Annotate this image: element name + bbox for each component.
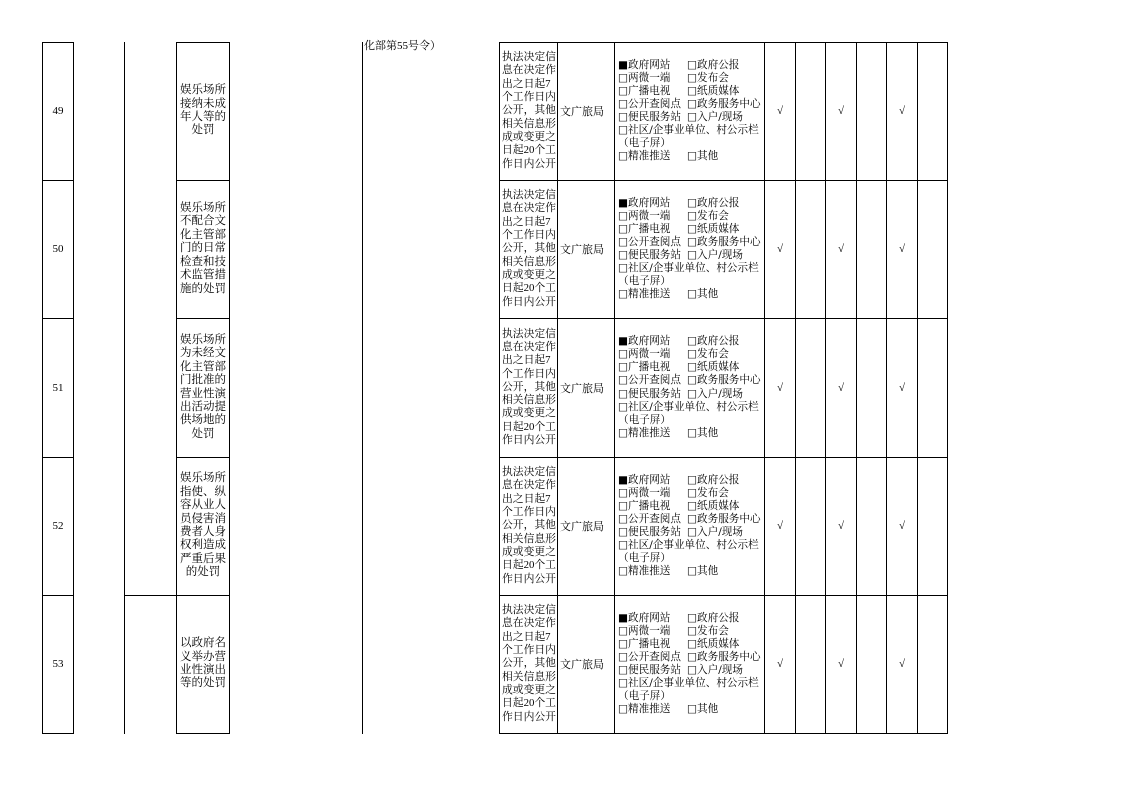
check-mark: √ bbox=[837, 520, 845, 532]
check-mark: √ bbox=[837, 105, 845, 117]
disclosure-time-limit: 执法决定信 息在决定作 出之日起7 个工作日内 公开，其他 相关信息形 成或变更之 日起20个工 作日内公开 bbox=[502, 51, 556, 170]
channel-gov-service-center: □政务服务中心 bbox=[687, 97, 761, 110]
channel-other: □其他 bbox=[687, 565, 719, 578]
channel-other: □其他 bbox=[687, 426, 719, 439]
channel-targeted-push: □精准推送 bbox=[618, 150, 671, 163]
channel-targeted-push: □精准推送 bbox=[618, 288, 671, 301]
channel-gov-service-center: □政务服务中心 bbox=[687, 235, 761, 248]
table-row bbox=[0, 42, 1122, 180]
channel-print-media: □纸质媒体 bbox=[687, 637, 740, 650]
empty-cell bbox=[857, 42, 886, 180]
channel-press-conference: □发布会 bbox=[687, 624, 729, 637]
row-number: 52 bbox=[52, 520, 64, 532]
channel-gov-website: ■政府网站 bbox=[618, 196, 671, 209]
penalty-item-name: 娱乐场所 为未经文 化主管部 门批准的 营业性演 出活动提 供场地的 处罚 bbox=[180, 333, 226, 440]
channel-gov-gazette: □政府公报 bbox=[687, 58, 740, 71]
check-mark: √ bbox=[776, 381, 784, 394]
channel-print-media: □纸质媒体 bbox=[687, 361, 740, 374]
empty-cell bbox=[857, 595, 886, 733]
check-mark: √ bbox=[776, 658, 784, 670]
empty-cell bbox=[857, 318, 886, 457]
channel-convenience-station: □便民服务站 bbox=[618, 664, 681, 676]
channel-public-reading-point: □公开查阅点 bbox=[618, 650, 681, 663]
channel-community-bulletin-board: □社区/企事业单位、村公示栏 （电子屏） bbox=[618, 539, 759, 565]
channel-other: □其他 bbox=[687, 150, 719, 163]
row-number: 53 bbox=[52, 658, 64, 670]
empty-cell bbox=[918, 42, 947, 180]
channel-convenience-station: □便民服务站 bbox=[618, 387, 681, 400]
check-mark: √ bbox=[837, 381, 845, 394]
channel-public-reading-point: □公开查阅点 bbox=[618, 512, 681, 525]
channel-public-reading-point: □公开查阅点 bbox=[618, 97, 681, 110]
disclosure-channels bbox=[615, 457, 764, 595]
channel-community-bulletin-board: □社区/企事业单位、村公示栏 （电子屏） bbox=[618, 262, 759, 288]
check-mark: √ bbox=[898, 520, 906, 532]
channel-radio-tv: □广播电视 bbox=[618, 222, 671, 235]
channel-gov-gazette: □政府公报 bbox=[687, 473, 740, 486]
disclosure-channels bbox=[615, 42, 764, 180]
row-number: 51 bbox=[52, 381, 64, 394]
channel-door-to-door-onsite: □入户/现场 bbox=[687, 387, 743, 400]
channel-options bbox=[618, 59, 764, 164]
channel-gov-website: ■政府网站 bbox=[618, 335, 671, 348]
channel-targeted-push: □精准推送 bbox=[618, 703, 671, 716]
check-mark: √ bbox=[837, 243, 845, 255]
channel-convenience-station: □便民服务站 bbox=[618, 111, 681, 123]
channel-print-media: □纸质媒体 bbox=[687, 499, 740, 512]
channel-convenience-station: □便民服务站 bbox=[618, 526, 681, 538]
channel-public-reading-point: □公开查阅点 bbox=[618, 374, 681, 387]
check-mark: √ bbox=[776, 243, 784, 255]
channel-gov-website: ■政府网站 bbox=[618, 611, 671, 624]
check-mark: √ bbox=[898, 105, 906, 117]
table-row bbox=[0, 180, 1122, 318]
penalty-item-name: 娱乐场所 接纳未成 年人等的 处罚 bbox=[180, 84, 226, 137]
channel-two-micro-one-end: □两微一端 bbox=[618, 348, 671, 361]
channel-options bbox=[618, 335, 764, 440]
channel-press-conference: □发布会 bbox=[687, 71, 729, 84]
check-mark: √ bbox=[776, 520, 784, 532]
channel-two-micro-one-end: □两微一端 bbox=[618, 209, 671, 222]
channel-gov-service-center: □政务服务中心 bbox=[687, 512, 761, 525]
channel-print-media: □纸质媒体 bbox=[687, 84, 740, 97]
disclosure-subject: 文广旅局 bbox=[560, 382, 604, 395]
penalty-item-name: 娱乐场所 不配合文 化主管部 门的日常 检查和技 术监管措 施的处罚 bbox=[180, 202, 226, 295]
channel-options bbox=[618, 197, 764, 302]
legal-basis-fragment: 化部第55号令） bbox=[364, 40, 441, 52]
channel-targeted-push: □精准推送 bbox=[618, 565, 671, 578]
channel-community-bulletin-board: □社区/企事业单位、村公示栏 （电子屏） bbox=[618, 124, 759, 150]
channel-other: □其他 bbox=[687, 288, 719, 301]
channel-convenience-station: □便民服务站 bbox=[618, 249, 681, 261]
channel-door-to-door-onsite: □入户/现场 bbox=[687, 111, 743, 123]
channel-other: □其他 bbox=[687, 703, 719, 716]
channel-door-to-door-onsite: □入户/现场 bbox=[687, 526, 743, 538]
disclosure-channels bbox=[615, 180, 764, 318]
channel-press-conference: □发布会 bbox=[687, 209, 729, 222]
disclosure-time-limit: 执法决定信 息在决定作 出之日起7 个工作日内 公开，其他 相关信息形 成或变更之 日起20个工 作日内公开 bbox=[502, 604, 556, 723]
channel-press-conference: □发布会 bbox=[687, 348, 729, 361]
disclosure-subject: 文广旅局 bbox=[560, 244, 604, 256]
channel-gov-website: ■政府网站 bbox=[618, 58, 671, 71]
empty-cell bbox=[796, 180, 825, 318]
channel-options bbox=[618, 474, 764, 579]
disclosure-time-limit: 执法决定信 息在决定作 出之日起7 个工作日内 公开，其他 相关信息形 成或变更之 日起20个工 作日内公开 bbox=[502, 327, 556, 447]
row-number: 50 bbox=[52, 243, 64, 255]
channel-gov-gazette: □政府公报 bbox=[687, 196, 740, 209]
row-number: 49 bbox=[52, 105, 64, 117]
channel-door-to-door-onsite: □入户/现场 bbox=[687, 249, 743, 261]
empty-cell bbox=[857, 180, 886, 318]
penalty-item-name: 娱乐场所 指使、纵 容从业人 员侵害消 费者人身 权利造成 严重后果 的处罚 bbox=[180, 472, 226, 579]
channel-gov-gazette: □政府公报 bbox=[687, 611, 740, 624]
check-mark: √ bbox=[898, 658, 906, 670]
penalty-item-name: 以政府名 义举办营 业性演出 等的处罚 bbox=[180, 637, 226, 690]
disclosure-subject: 文广旅局 bbox=[560, 659, 604, 671]
channel-gov-service-center: □政务服务中心 bbox=[687, 374, 761, 387]
empty-cell bbox=[796, 595, 825, 733]
check-mark: √ bbox=[837, 658, 845, 670]
channel-two-micro-one-end: □两微一端 bbox=[618, 71, 671, 84]
channel-radio-tv: □广播电视 bbox=[618, 84, 671, 97]
empty-cell bbox=[796, 457, 825, 595]
channel-two-micro-one-end: □两微一端 bbox=[618, 624, 671, 637]
channel-radio-tv: □广播电视 bbox=[618, 499, 671, 512]
channel-options bbox=[618, 612, 764, 717]
channel-print-media: □纸质媒体 bbox=[687, 222, 740, 235]
table-row bbox=[0, 318, 1122, 457]
disclosure-subject: 文广旅局 bbox=[560, 521, 604, 533]
check-mark: √ bbox=[898, 381, 906, 394]
channel-radio-tv: □广播电视 bbox=[618, 361, 671, 374]
empty-cell bbox=[918, 180, 947, 318]
channel-press-conference: □发布会 bbox=[687, 486, 729, 499]
empty-cell bbox=[796, 318, 825, 457]
channel-gov-gazette: □政府公报 bbox=[687, 335, 740, 348]
check-mark: √ bbox=[776, 105, 784, 117]
channel-two-micro-one-end: □两微一端 bbox=[618, 486, 671, 499]
channel-targeted-push: □精准推送 bbox=[618, 426, 671, 439]
empty-cell bbox=[857, 457, 886, 595]
table-row bbox=[0, 457, 1122, 595]
table-row bbox=[0, 595, 1122, 733]
empty-cell bbox=[918, 595, 947, 733]
empty-cell bbox=[918, 457, 947, 595]
disclosure-subject: 文广旅局 bbox=[560, 106, 604, 118]
disclosure-channels bbox=[615, 318, 764, 457]
channel-door-to-door-onsite: □入户/现场 bbox=[687, 664, 743, 676]
disclosure-time-limit: 执法决定信 息在决定作 出之日起7 个工作日内 公开，其他 相关信息形 成或变更之 日起20个工 作日内公开 bbox=[502, 189, 556, 308]
channel-public-reading-point: □公开查阅点 bbox=[618, 235, 681, 248]
empty-cell bbox=[918, 318, 947, 457]
disclosure-time-limit: 执法决定信 息在决定作 出之日起7 个工作日内 公开，其他 相关信息形 成或变更之 日起20个工 作日内公开 bbox=[502, 466, 556, 585]
channel-gov-service-center: □政务服务中心 bbox=[687, 650, 761, 663]
channel-community-bulletin-board: □社区/企事业单位、村公示栏 （电子屏） bbox=[618, 400, 759, 426]
check-mark: √ bbox=[898, 243, 906, 255]
disclosure-channels bbox=[615, 595, 764, 733]
channel-community-bulletin-board: □社区/企事业单位、村公示栏 （电子屏） bbox=[618, 677, 759, 703]
channel-gov-website: ■政府网站 bbox=[618, 473, 671, 486]
channel-radio-tv: □广播电视 bbox=[618, 637, 671, 650]
empty-cell bbox=[796, 42, 825, 180]
